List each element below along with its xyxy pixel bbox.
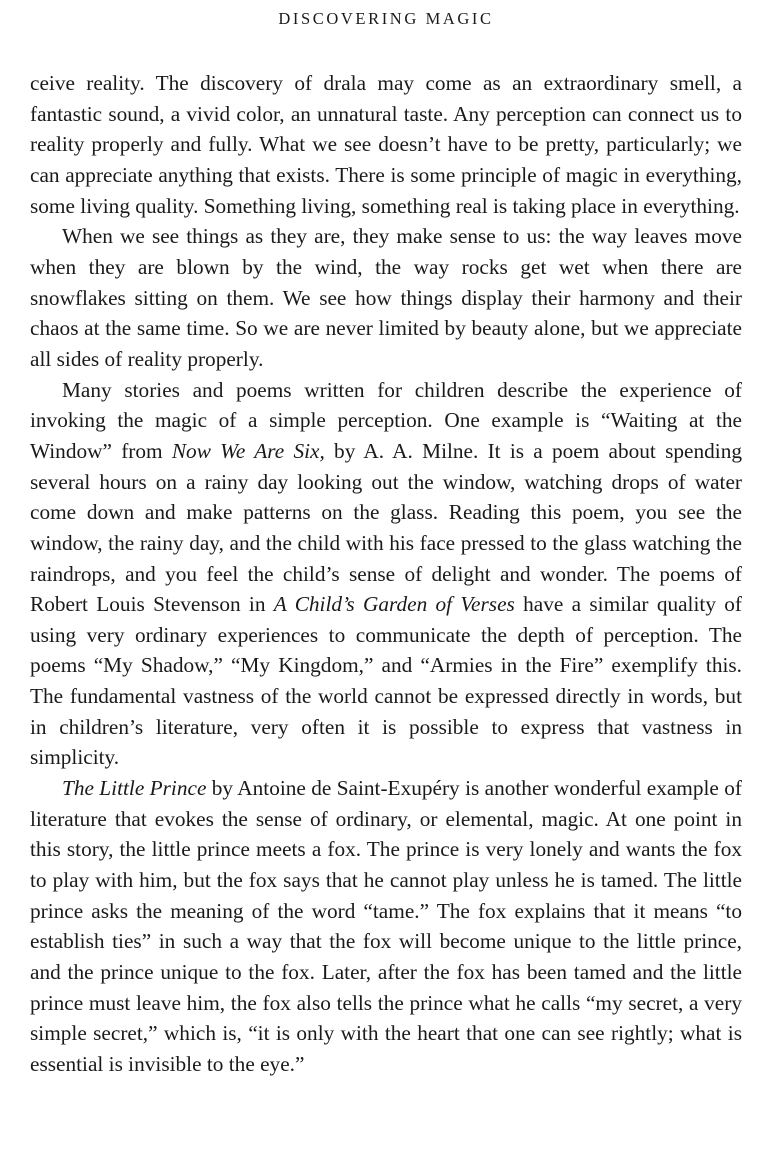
paragraph-3-text-2: by A. A. Milne. It is a poem about spending several hours on a rainy day looking out the window, watching drops of water come down and make patterns on the glass. Reading this poem, you see the window, the rainy day, and the child with his face pressed to the glass watching the raindrops, and you feel the child’s sense of delight and wonder. The poems of Robert Louis Stevenson in (30, 438, 742, 617)
paragraph-3-text-1: Many stories and poems written for children describe the experience of invoking the magic of a simple perception. One example is “Waiting at the Window” from (30, 377, 742, 463)
paragraph-3 (30, 375, 742, 774)
paragraph-4-text-1: by Antoine de Saint-Exupéry is another wonderful example of literature that evokes the sense of ordinary, or elemental, magic. At one point in this story, the little prince meets a fox. The prince is very lonely and wants the fox to play with him, but the fox says that he cannot play unless he is tamed. The little prince asks the meaning of the word “tame.” The fox explains that it means “to establish ties” in such a way that the fox will become unique to the little prince, and the prince unique to the fox. Later, after the fox has been tamed and the little prince must leave him, the fox also tells the prince what he calls “my secret, a very simple secret,” which is, “it is only with the heart that one can see rightly; what is essential is invisible to the eye.” (30, 776, 742, 1076)
body-text (30, 68, 742, 1080)
paragraph-3-text-3: have a similar quality of using very ordinary experiences to communicate the depth of perception. The poems “My Shadow,” “My Kingdom,” and “Armies in the Fire” exemplify this. The fundamental vastness of the world cannot be expressed directly in words, but in children’s literature, very often it is possible to express that vastness in simplicity. (30, 592, 742, 770)
running-head: DISCOVERING MAGIC (278, 9, 494, 28)
paragraph-1: ceive reality. The discovery of drala may come as an extraordinary smell, a fantastic sound, a vivid color, an unnatural taste. Any perception can connect us to reality properly and fully. What we see doesn’t have to be pretty, particularly; we can appreciate anything that exists. There is some principle of magic in everything, some living quality. Something living, something real is taking place in everything. (30, 71, 742, 218)
book-title-now-we-are-six: Now We Are Six, (171, 438, 325, 463)
paragraph-2: When we see things as they are, they make sense to us: the way leaves move when they are blown by the wind, the way rocks get wet when there are snowflakes sitting on them. We see how things display their harmony and their chaos at the same time. So we are never limited by beauty alone, but we appreciate all sides of reality properly. (30, 224, 742, 371)
paragraph-4 (30, 773, 742, 1080)
book-title-little-prince: The Little Prince (62, 776, 207, 801)
book-title-childs-garden: A Child’s Garden of Verses (273, 592, 515, 617)
